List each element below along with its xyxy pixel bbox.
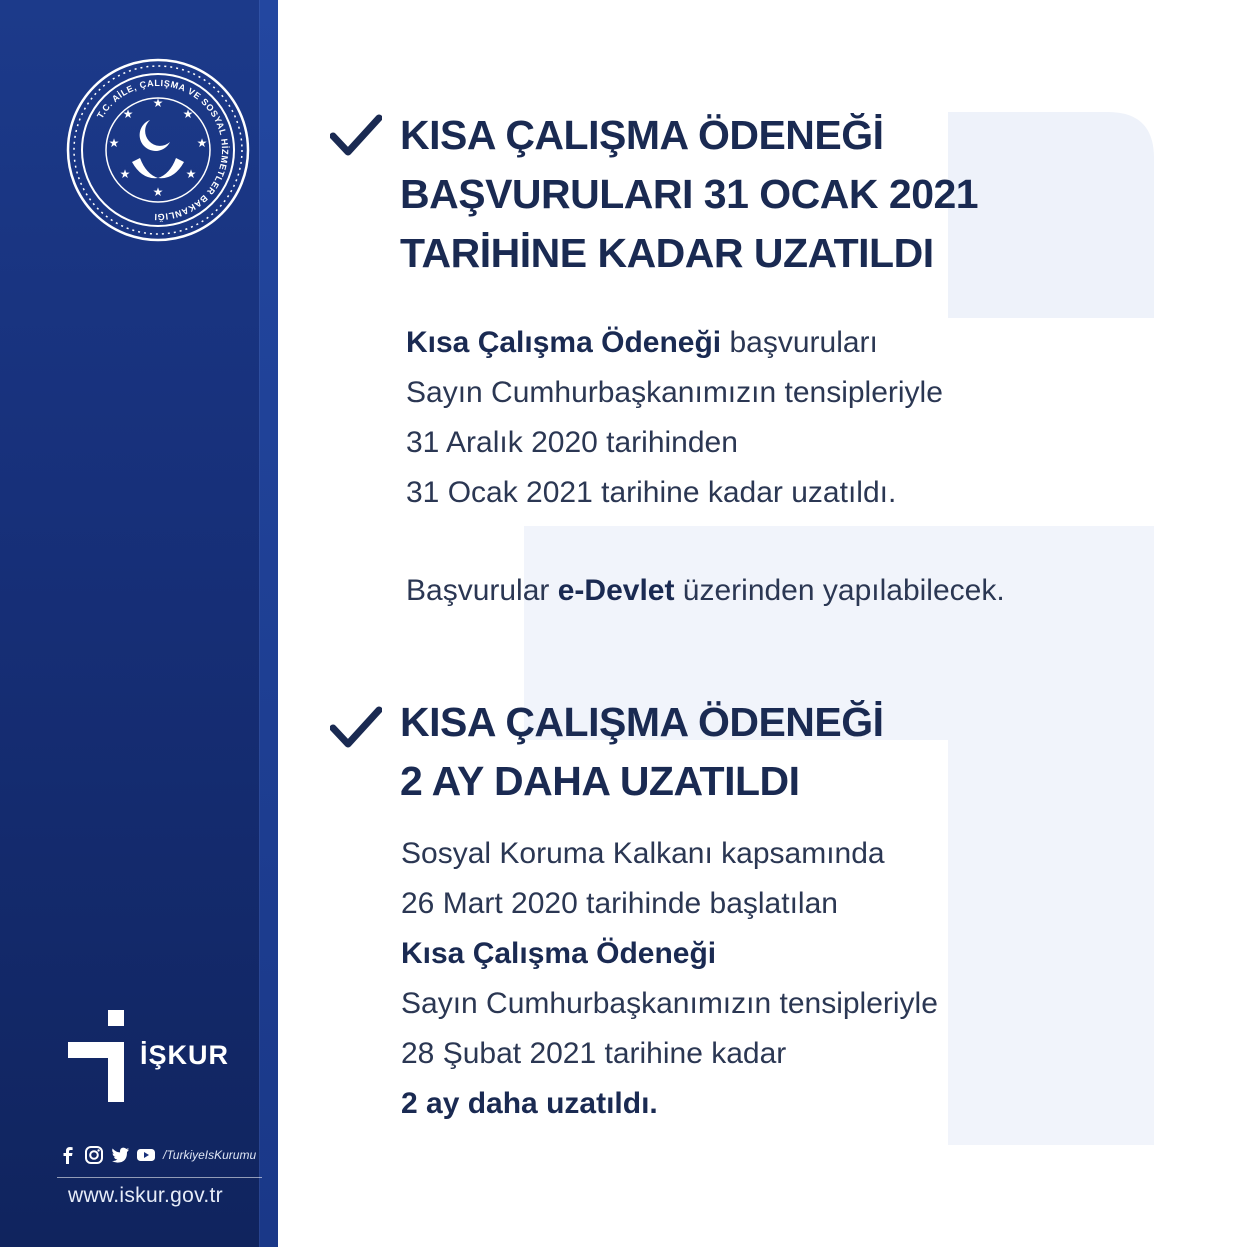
section1-heading-line: TARİHİNE KADAR UZATILDI — [400, 230, 934, 276]
body-line: 26 Mart 2020 tarihinde başlatılan — [401, 887, 838, 920]
body-line: 28 Şubat 2021 tarihine kadar — [401, 1037, 787, 1070]
section2-heading — [400, 693, 884, 811]
body-text: başvuruları — [721, 326, 878, 359]
social-links — [57, 1144, 256, 1166]
brand-name: İŞKUR — [140, 1040, 230, 1070]
ministry-seal-logo — [66, 58, 250, 242]
sidebar — [0, 0, 278, 1247]
highlight-text: 2 ay daha uzatıldı. — [401, 1087, 658, 1120]
section2-heading-line: 2 AY DAHA UZATILDI — [400, 758, 800, 804]
checkmark-icon — [330, 706, 382, 748]
svg-text:★: ★ — [152, 96, 164, 110]
highlight-text: Kısa Çalışma Ödeneği — [406, 326, 722, 359]
sidebar-stripe — [259, 0, 278, 1247]
section1-note — [406, 566, 1005, 616]
checkmark-icon — [330, 114, 382, 156]
section2-heading-line: KISA ÇALIŞMA ÖDENEĞİ — [400, 699, 884, 745]
highlight-text: e-Devlet — [557, 574, 675, 607]
twitter-icon[interactable] — [109, 1144, 131, 1166]
body-text: Başvurular — [406, 574, 558, 607]
svg-text:★: ★ — [185, 167, 197, 181]
main-content — [300, 0, 1240, 1247]
section1-heading — [400, 106, 978, 283]
section1-heading-line: BAŞVURULARI 31 OCAK 2021 — [400, 171, 979, 217]
svg-text:★: ★ — [119, 167, 131, 181]
body-line: Sayın Cumhurbaşkanımızın tensipleriyle — [406, 376, 943, 409]
body-line — [406, 566, 1005, 616]
body-line: Sayın Cumhurbaşkanımızın tensipleriyle — [401, 987, 938, 1020]
svg-text:★: ★ — [152, 185, 164, 199]
body-line: 31 Ocak 2021 tarihine kadar uzatıldı. — [406, 476, 897, 509]
svg-text:★: ★ — [108, 136, 120, 150]
body-line — [401, 1079, 938, 1129]
svg-text:★: ★ — [182, 107, 194, 121]
svg-text:★: ★ — [122, 107, 134, 121]
instagram-icon[interactable] — [83, 1144, 105, 1166]
section2-body — [401, 829, 938, 1129]
footer-divider — [57, 1177, 262, 1178]
website-link[interactable]: www.iskur.gov.tr — [68, 1184, 223, 1207]
facebook-icon[interactable] — [57, 1144, 79, 1166]
section1-heading-line: KISA ÇALIŞMA ÖDENEĞİ — [400, 112, 884, 158]
body-text: üzerinden yapılabilecek. — [674, 574, 1005, 607]
svg-text:★: ★ — [196, 136, 208, 150]
social-handle[interactable]: /TurkiyeIsKurumu — [163, 1148, 257, 1162]
section1-body — [406, 318, 943, 518]
youtube-icon[interactable] — [135, 1144, 157, 1166]
highlight-text: Kısa Çalışma Ödeneği — [401, 937, 717, 970]
body-line — [406, 318, 943, 368]
svg-text:T.C. AİLE, ÇALIŞMA VE SOSYAL H: T.C. AİLE, ÇALIŞMA VE SOSYAL HİZMETLER BAKANLIĞI — [95, 77, 231, 223]
body-line: Sosyal Koruma Kalkanı kapsamında — [401, 837, 885, 870]
body-line: 31 Aralık 2020 tarihinden — [406, 426, 738, 459]
body-line — [401, 929, 938, 979]
